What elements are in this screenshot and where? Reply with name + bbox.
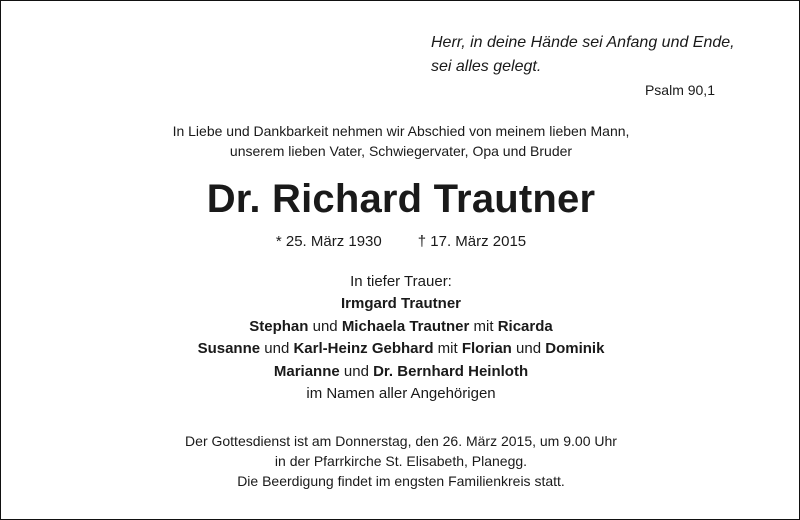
mourners-heading: In tiefer Trauer: [350, 273, 452, 290]
bible-quote [431, 31, 735, 79]
mourner-name: Michaela Trautner [341, 317, 470, 335]
mourner-name: Karl-Heinz Gebhard [293, 340, 434, 357]
mourner-name: Susanne [197, 340, 261, 357]
death-date: † 17. März 2015 [417, 233, 527, 250]
quote-source: Psalm 90,1 [644, 82, 715, 98]
intro-line-2: unserem lieben Vater, Schwiegervater, Opa und Bruder [229, 143, 573, 159]
mourner-row [1, 293, 800, 316]
mourner-name: Dr. Bernhard Heinloth [373, 362, 529, 380]
connector-text: und [511, 340, 546, 357]
service-line-2: in der Pfarrkirche St. Elisabeth, Planegg. [274, 453, 528, 469]
connector-text: und [308, 317, 342, 335]
intro-text [1, 121, 800, 161]
mourners-list [1, 293, 800, 406]
birth-date: * 25. März 1930 [275, 233, 382, 250]
life-dates [1, 232, 800, 252]
mourner-row [1, 316, 800, 339]
service-line-1: Der Gottesdienst ist am Donnerstag, den 26. März 2015, um 9.00 Uhr [185, 433, 617, 449]
mourner-name: Dominik [545, 340, 605, 357]
service-info [1, 431, 800, 491]
connector-text: und [260, 340, 294, 357]
intro-line-1: In Liebe und Dankbarkeit nehmen wir Abschied von meinem lieben Mann, [172, 123, 630, 139]
mourner-name: Irmgard Trautner [340, 295, 462, 312]
mourner-name: Stephan [249, 317, 309, 335]
mourner-name: Ricarda [497, 317, 553, 335]
mourner-row [1, 361, 800, 384]
connector-text: und [339, 362, 374, 380]
connector-text: mit [433, 340, 462, 357]
quote-line-1: Herr, in deine Hände sei Anfang und Ende, [431, 34, 735, 51]
service-line-3: Die Beerdigung findet im engsten Familienkreis statt. [237, 473, 565, 489]
deceased-name: Dr. Richard Trautner [206, 177, 596, 221]
mourner-row [1, 383, 800, 406]
connector-text: im Namen aller Angehörigen [306, 385, 496, 402]
mourner-name: Florian [461, 340, 512, 357]
connector-text: mit [469, 317, 498, 335]
mourner-row [1, 338, 800, 361]
mourner-name: Marianne [273, 362, 340, 380]
quote-line-2: sei alles gelegt. [431, 58, 542, 75]
